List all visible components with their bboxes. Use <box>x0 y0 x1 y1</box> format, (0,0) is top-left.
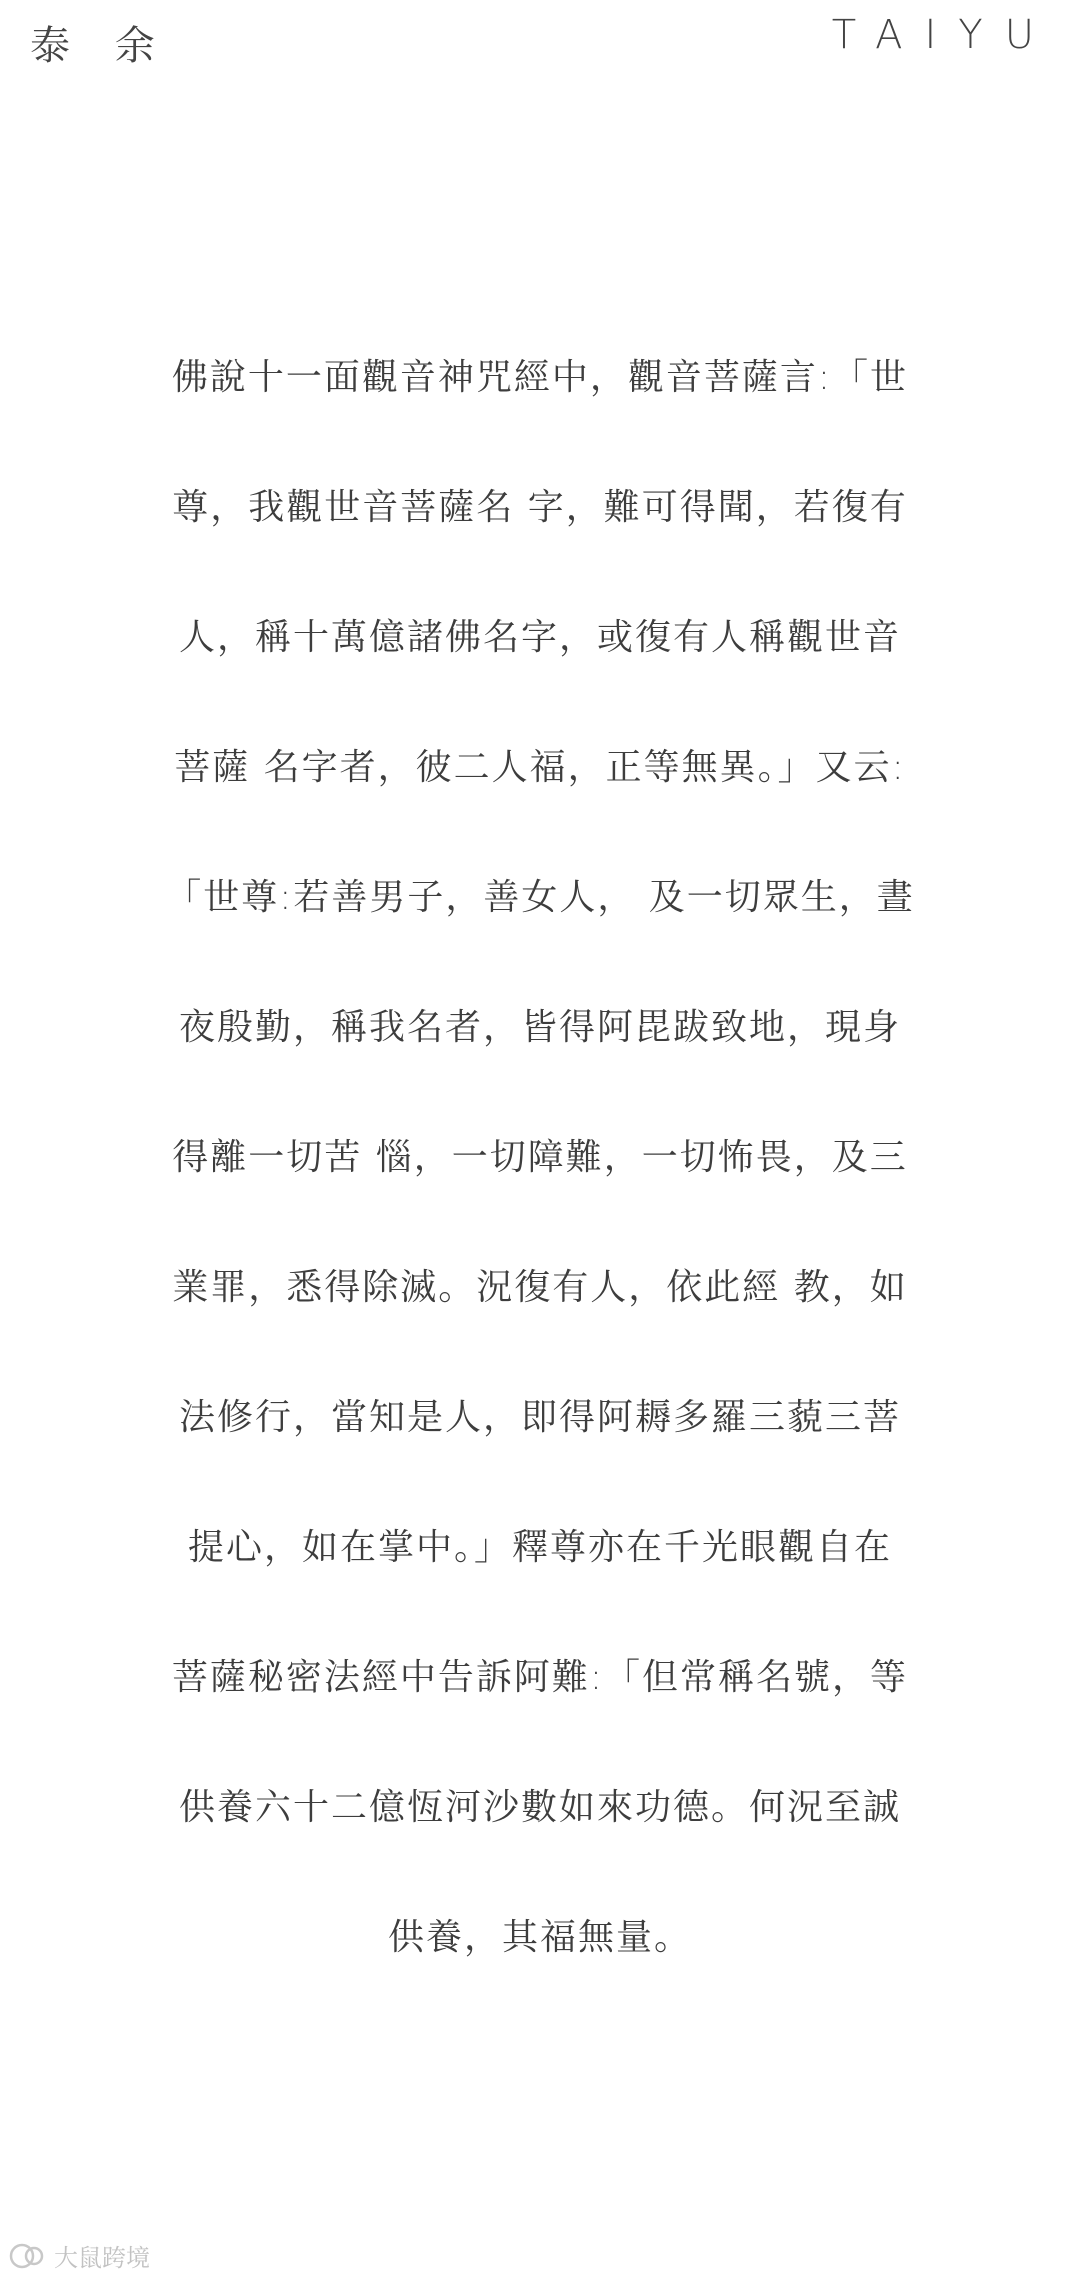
article-body <box>140 342 940 2032</box>
watermark-label: 大鼠跨境 <box>54 2244 150 2272</box>
article-line: 佛說十一面觀音神咒經中，觀音菩薩言:「世 <box>171 357 909 398</box>
article-line: 「世尊:若善男子，善女人， 及一切眾生，晝 <box>165 877 915 918</box>
watermark <box>8 2238 150 2273</box>
article-line: 供養，其福無量。 <box>387 1917 692 1958</box>
article-line: 人，稱十萬億諸佛名字，或復有人稱觀世音 <box>178 617 901 658</box>
article-line: 菩薩秘密法經中告訴阿難:「但常稱名號，等 <box>171 1657 909 1698</box>
article-line: 業罪，悉得除滅。況復有人，依此經 教，如 <box>172 1267 908 1308</box>
article-line: 菩薩 名字者，彼二人福，正等無異。」又云: <box>174 747 906 788</box>
brand-name-chinese: 泰 余 <box>30 23 171 69</box>
article-line: 提心，如在掌中。」釋尊亦在千光眼觀自在 <box>187 1527 892 1568</box>
brand-name-english: TAIYU <box>831 12 1056 58</box>
logo-icon <box>8 2242 48 2270</box>
article-line: 得離一切苦 惱，一切障難，一切怖畏，及三 <box>172 1137 908 1178</box>
article-line: 法修行，當知是人，即得阿耨多羅三藐三菩 <box>178 1397 901 1438</box>
article-line: 尊，我觀世音菩薩名 字，難可得聞，若復有 <box>172 487 908 528</box>
article-line: 供養六十二億恆河沙數如來功德。何況至誠 <box>178 1787 901 1828</box>
article-line: 夜殷勤，稱我名者，皆得阿毘跋致地，現身 <box>178 1007 901 1048</box>
